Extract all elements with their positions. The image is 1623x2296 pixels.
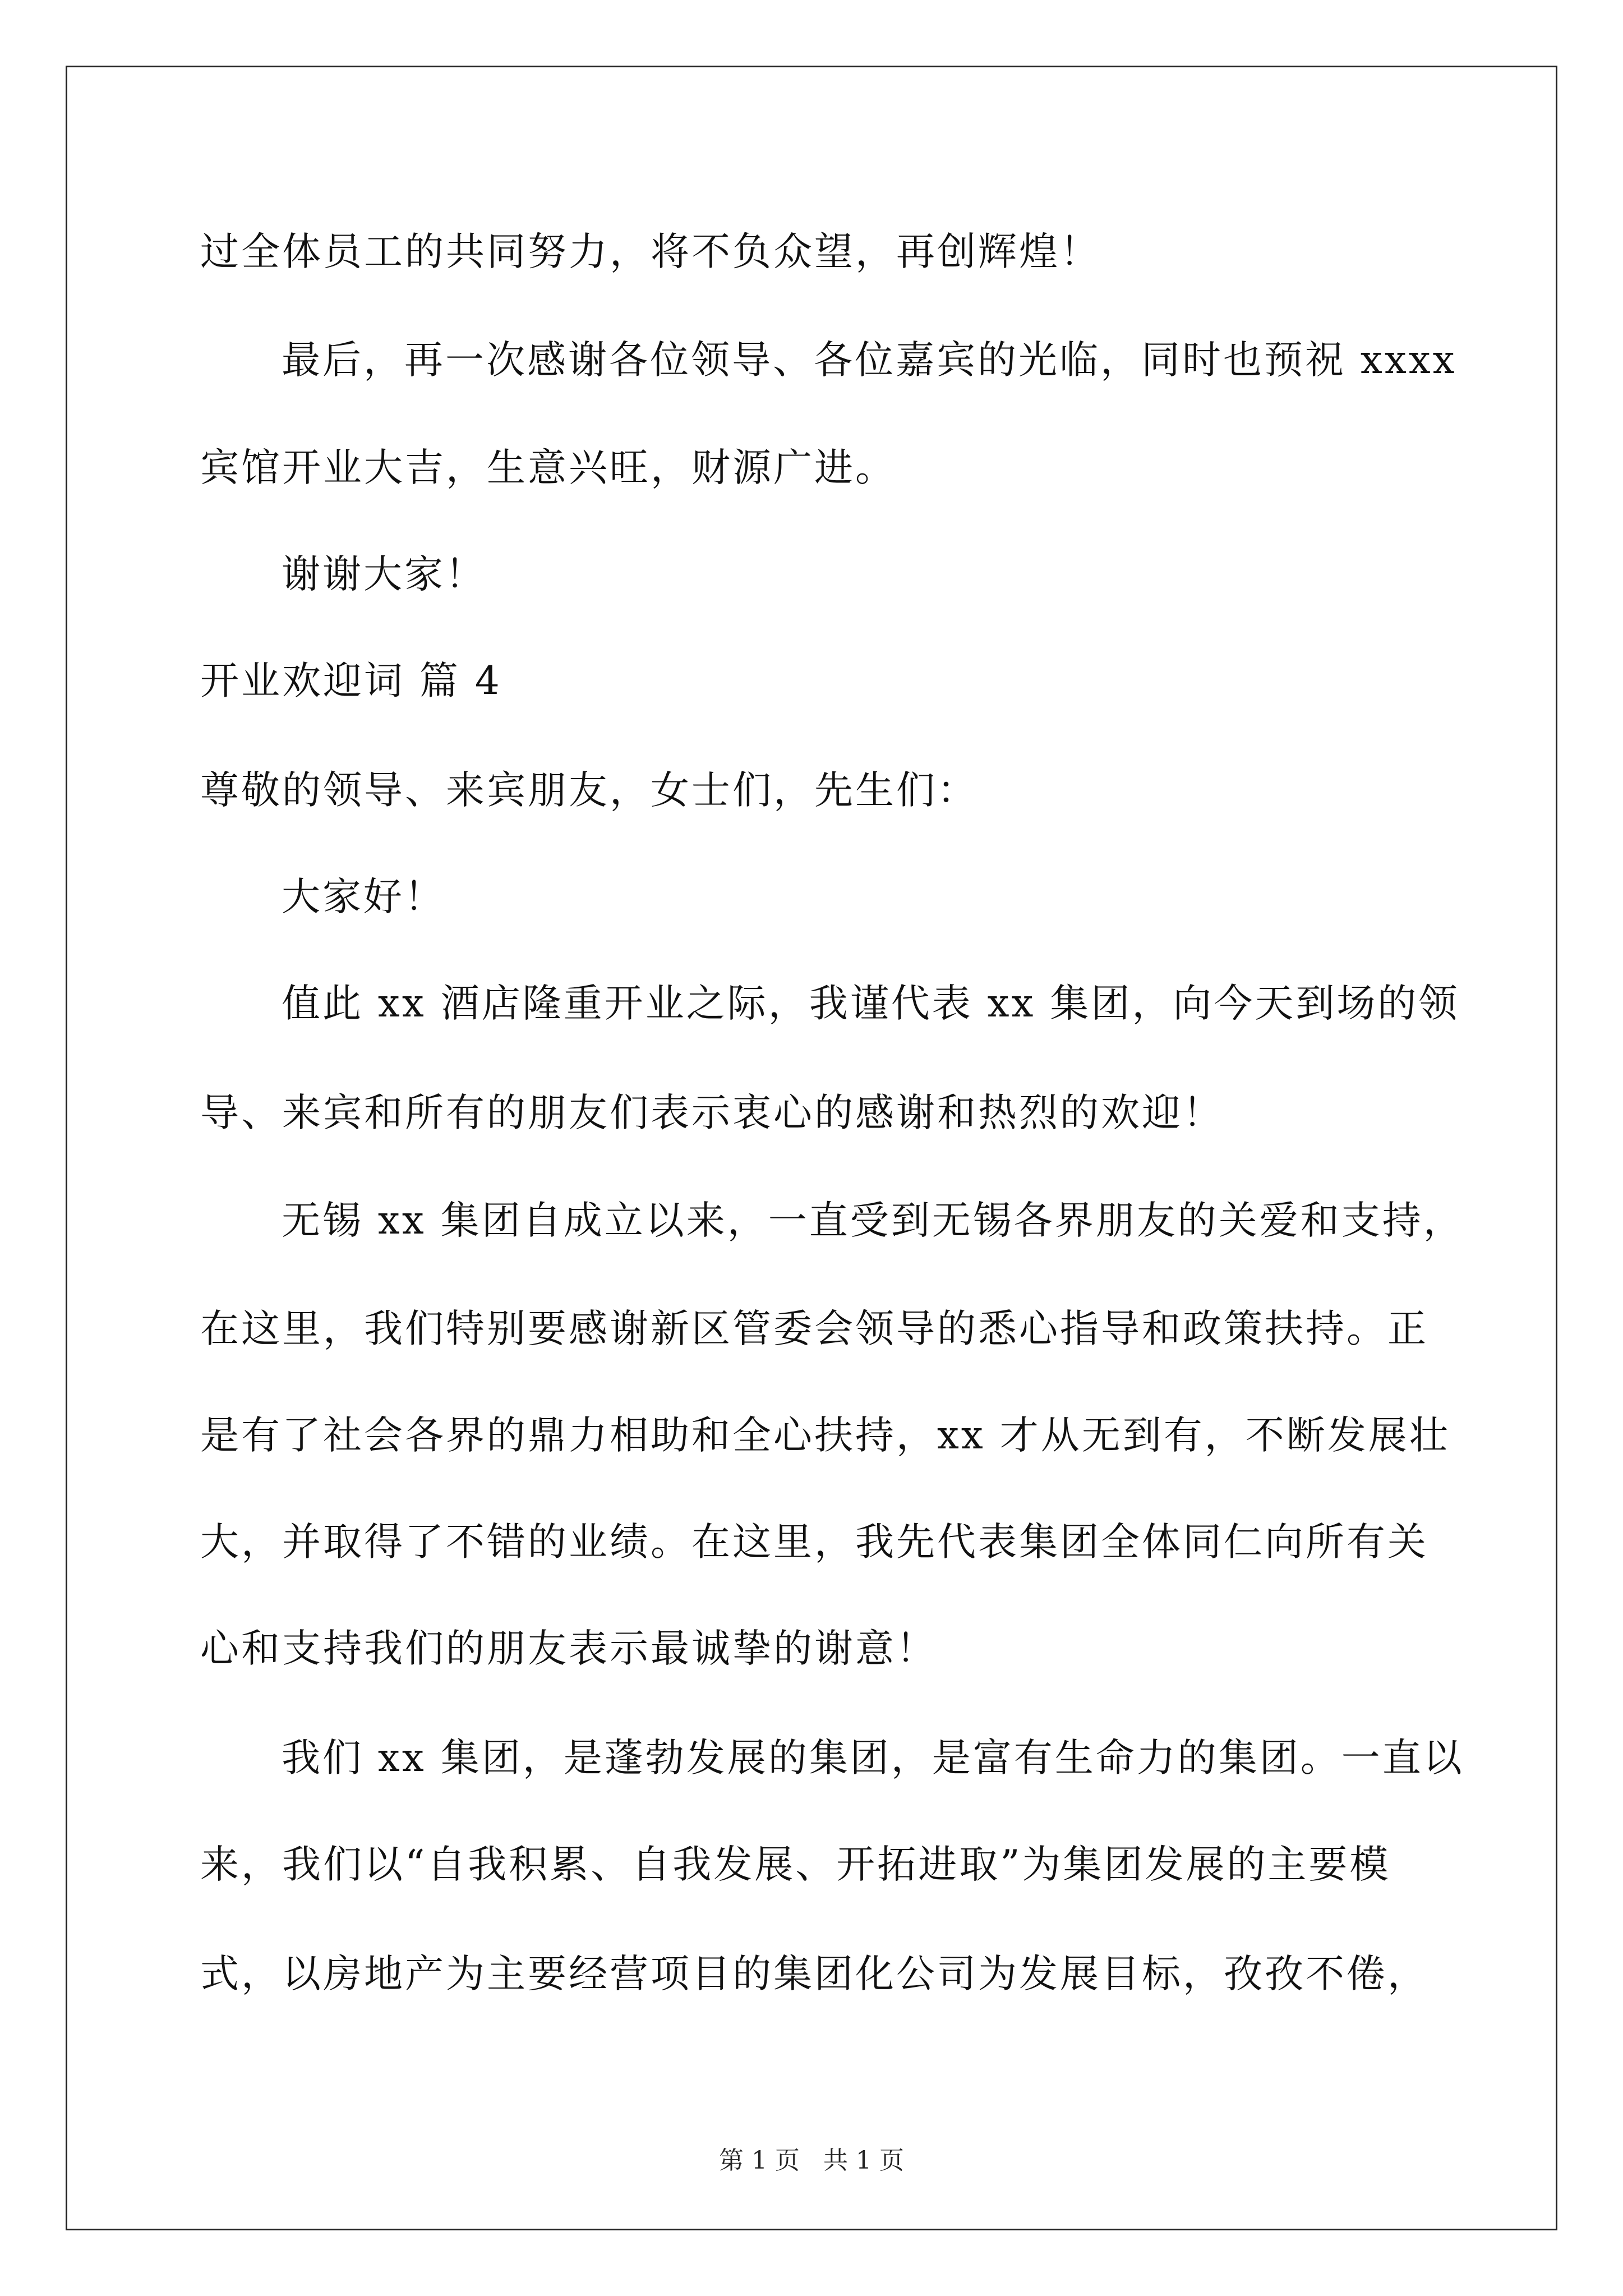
text-line: 大，并取得了不错的业绩。在这里，我先代表集团全体同仁向所有关 xyxy=(200,1520,1428,1565)
text-line: 最后，再一次感谢各位领导、各位嘉宾的光临，同时也预祝 xxxx xyxy=(282,338,1457,383)
text-line: 我们 xx 集团，是蓬勃发展的集团，是富有生命力的集团。一直以 xyxy=(282,1736,1464,1780)
text-line: 宾馆开业大吉，生意兴旺，财源广进。 xyxy=(200,445,896,490)
text-line: 式，以房地产为主要经营项目的集团化公司为发展目标，孜孜不倦， xyxy=(200,1952,1428,1996)
page-footer: 第 1 页 共 1 页 xyxy=(719,2146,904,2175)
page-border xyxy=(66,66,1557,2230)
text-line: 谢谢大家！ xyxy=(282,552,486,597)
salutation: 尊敬的领导、来宾朋友，女士们，先生们： xyxy=(200,768,978,813)
text-line: 值此 xx 酒店隆重开业之际，我谨代表 xx 集团，向今天到场的领 xyxy=(282,981,1460,1026)
text-line: 过全体员工的共同努力，将不负众望，再创辉煌！ xyxy=(200,229,1101,274)
text-line: 心和支持我们的朋友表示最诚挚的谢意！ xyxy=(200,1626,937,1671)
text-line: 在这里，我们特别要感谢新区管委会领导的悉心指导和政策扶持。正 xyxy=(200,1306,1428,1351)
text-line: 来，我们以“自我积累、自我发展、开拓进取”为集团发展的主要模 xyxy=(200,1842,1391,1887)
section-heading: 开业欢迎词 篇 4 xyxy=(200,659,502,703)
greeting: 大家好！ xyxy=(282,875,445,919)
text-line: 导、来宾和所有的朋友们表示衷心的感谢和热烈的欢迎！ xyxy=(200,1091,1224,1135)
text-line: 是有了社会各界的鼎力相助和全心扶持，xx 才从无到有，不断发展壮 xyxy=(200,1413,1450,1458)
text-line: 无锡 xx 集团自成立以来，一直受到无锡各界朋友的关爱和支持， xyxy=(282,1198,1464,1243)
